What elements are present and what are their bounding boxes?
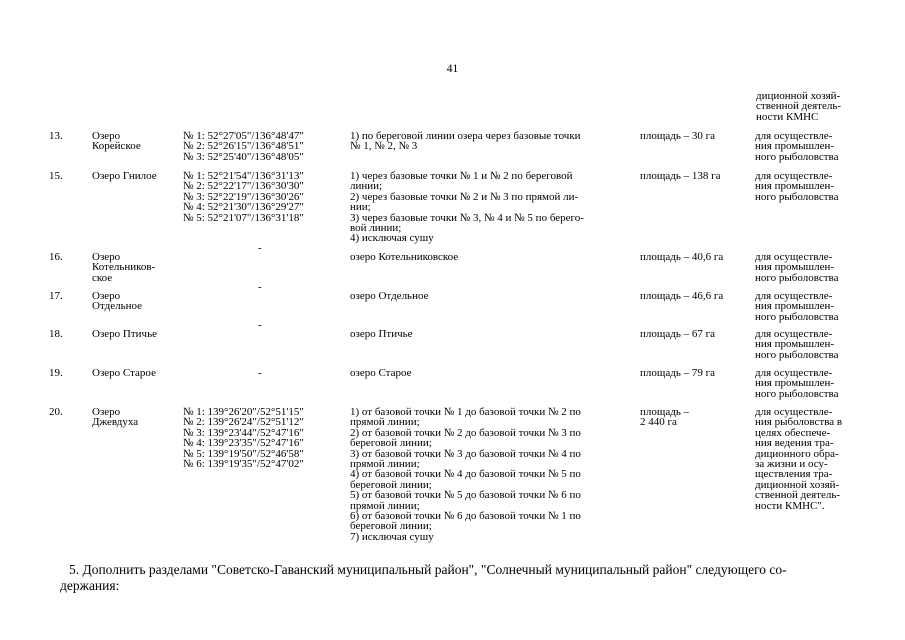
boundary-description [350,407,630,542]
text-line: Отдельное [92,300,142,313]
text-line: диционной хозяй- [755,478,840,491]
text-line: № 4: 139°23'35"/52°47'16" [183,437,304,450]
row-number: 19. [49,367,63,379]
text-line: ственной деятель- [756,100,842,113]
text-line: диционной хозяй- [756,90,841,102]
text-line: 4) исключая сушу [350,232,434,245]
text-line: ния промышлен- [755,338,835,351]
boundary-description [350,171,630,244]
text-line: линии; [350,180,383,193]
text-line: № 1: 139°26'20"/52°51'15" [183,406,304,418]
text-line: ществления тра- [755,468,833,481]
text-line: прямой линии; [350,499,420,512]
text-line: № 1: 52°21'54"/136°31'13" [183,170,304,182]
text-line: № 3: 52°25'40"/136°48'05" [183,150,304,163]
text-line: Котельников- [92,261,156,274]
text-line: целях обеспече- [755,426,831,439]
coordinates-dash: - [258,367,262,379]
text-line: ного рыболовства [755,150,839,163]
text-line: площадь – 40,6 га [640,251,724,263]
text-line: береговой линии; [350,478,432,491]
purpose-continuation [756,91,856,122]
text-line: для осуществле- [755,406,833,418]
text-line: ния промышлен- [755,377,835,390]
boundary-description [350,368,630,378]
text-line: ного рыболовства [755,190,839,203]
text-line: 4) от базовой точки № 4 до базовой точки № 5 по [350,468,581,481]
boundary-description [350,131,630,152]
text-line: Озеро Старое [92,367,156,379]
text-line: озеро Котельниковское [350,251,459,263]
text-line: 7) исключая сушу [350,530,434,543]
row-number: 13. [49,130,63,142]
text-line: Озеро [92,130,121,142]
row-number: 18. [49,328,63,340]
area-value [640,368,750,378]
text-line: 2 440 га [640,416,677,429]
usage-purpose [755,329,860,360]
text-line: 3) через базовые точки № 3, № 4 и № 5 по берего- [350,211,584,224]
text-line: ния промышлен- [755,180,835,193]
paragraph-line: держания: [60,578,120,593]
water-body-name [92,407,178,428]
water-body-name [92,368,178,378]
text-line: № 2: 52°26'15"/136°48'51" [183,140,304,153]
usage-purpose [755,368,860,399]
water-body-name [92,291,178,312]
text-line: № 2: 139°26'24"/52°51'12" [183,416,304,429]
text-line: Озеро [92,290,121,302]
text-line: 5) от базовой точки № 5 до базовой точки № 6 по [350,489,581,502]
usage-purpose [755,407,860,511]
boundary-description [350,329,630,339]
text-line: прямой линии; [350,416,420,429]
text-line: для осуществле- [755,130,833,142]
text-line: Озеро [92,251,121,263]
row-number: 16. [49,251,63,263]
text-line: 2) через базовые точки № 2 и № 3 по прямой ли- [350,190,579,203]
text-line: озеро Старое [350,367,412,379]
text-line: ного рыболовства [755,348,839,361]
text-line: ности КМНС". [755,499,825,512]
text-line: ское [92,271,113,284]
text-line: Джевдуха [92,416,139,429]
water-body-name [92,329,178,339]
water-body-name [92,131,178,152]
base-point-coordinates [183,407,343,469]
water-body-name [92,252,178,283]
text-line: для осуществле- [755,251,833,263]
text-line: ния промышлен- [755,300,835,313]
text-line: за жизни и осу- [755,458,828,471]
text-line: озеро Птичье [350,328,413,340]
text-line: Корейское [92,140,141,153]
text-line: № 4: 52°21'30"/136°29'27" [183,201,304,214]
text-line: площадь – 30 га [640,130,715,142]
text-line: прямой линии; [350,458,420,471]
text-line: № 3: 139°23'44"/52°47'16" [183,426,304,439]
usage-purpose [755,291,860,322]
text-line: для осуществле- [755,170,833,182]
usage-purpose [755,171,860,202]
text-line: береговой линии; [350,437,432,450]
text-line: 3) от базовой точки № 3 до базовой точки № 4 по [350,447,581,460]
coordinates-dash: - [258,319,262,331]
text-line: № 5: 139°19'50"/52°46'58" [183,447,304,460]
text-line: ния ведения тра- [755,437,834,450]
text-line: Озеро [92,406,121,418]
text-line: площадь – 138 га [640,170,721,182]
text-line: № 6: 139°19'35"/52°47'02" [183,458,304,471]
text-line: Озеро Гнилое [92,170,157,182]
text-line: площадь – 46,6 га [640,290,724,302]
text-line: 1) от базовой точки № 1 до базовой точки № 2 по [350,406,581,418]
boundary-description [350,291,630,301]
text-line: 1) через базовые точки № 1 и № 2 по береговой [350,170,573,182]
base-point-coordinates [183,171,343,223]
text-line: № 1, № 2, № 3 [350,140,418,153]
text-line: озеро Отдельное [350,290,429,302]
area-value [640,329,750,339]
text-line: для осуществле- [755,328,833,340]
paragraph-line: 5. Дополнить разделами "Советско-Гаванский муниципальный район", "Солнечный муниципальный район" следующего со- [69,562,787,577]
text-line: ния промышлен- [755,261,835,274]
text-line: Озеро Птичье [92,328,157,340]
text-line: ного рыболовства [755,387,839,400]
row-number: 17. [49,290,63,302]
text-line: площадь – 67 га [640,328,715,340]
text-line: нии; [350,201,371,214]
coordinates-dash: - [258,242,262,254]
text-line: 6) от базовой точки № 6 до базовой точки № 1 по [350,510,581,523]
row-number: 15. [49,170,63,182]
amendment-paragraph [60,562,860,594]
text-line: для осуществле- [755,290,833,302]
text-line: ния промышлен- [755,140,835,153]
page-number: 41 [446,63,459,75]
text-line: береговой линии; [350,520,432,533]
text-line: № 3: 52°22'19"/136°30'26" [183,190,304,203]
text-line: ности КМНС [756,110,819,123]
text-line: № 2: 52°22'17"/136°30'30" [183,180,304,193]
area-value [640,291,750,301]
text-line: 1) по береговой линии озера через базовые точки [350,130,581,142]
row-number: 20. [49,406,63,418]
text-line: вой линии; [350,222,402,235]
area-value [640,407,750,428]
area-value [640,252,750,262]
text-line: № 1: 52°27'05"/136°48'47" [183,130,304,142]
text-line: площадь – [640,406,690,418]
text-line: диционного обра- [755,447,839,460]
text-line: ного рыболовства [755,310,839,323]
coordinates-dash: - [258,281,262,293]
base-point-coordinates [183,131,343,162]
text-line: для осуществле- [755,367,833,379]
text-line: ственной деятель- [755,489,841,502]
boundary-description [350,252,630,262]
text-line: ного рыболовства [755,271,839,284]
area-value [640,131,750,141]
water-body-name [92,171,178,181]
usage-purpose [755,252,860,283]
text-line: ния рыболовства в [755,416,843,429]
usage-purpose [755,131,860,162]
area-value [640,171,750,181]
text-line: 2) от базовой точки № 2 до базовой точки № 3 по [350,426,581,439]
text-line: площадь – 79 га [640,367,715,379]
text-line: № 5: 52°21'07"/136°31'18" [183,211,304,224]
